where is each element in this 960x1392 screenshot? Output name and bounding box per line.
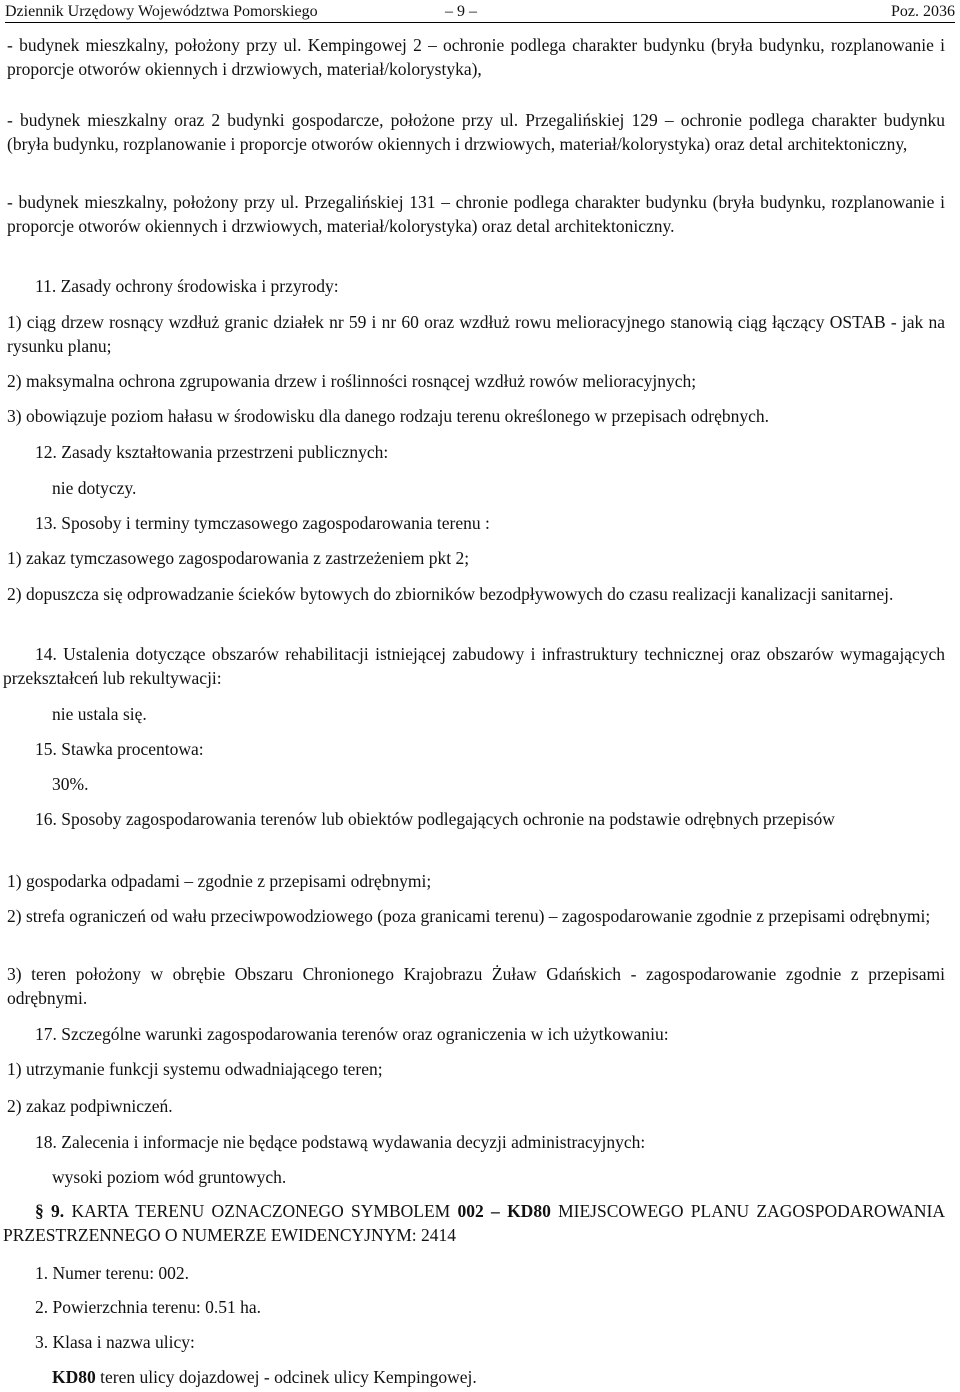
paragraph-9-label: § 9. xyxy=(35,1201,65,1221)
header-page-number: – 9 – xyxy=(445,3,477,20)
card-item-2: 2. Powierzchnia terenu: 0.51 ha. xyxy=(35,1297,261,1317)
section-16-heading: 16. Sposoby zagospodarowania terenów lub obiektów podlegających ochronie na podstawie odrębnych przepisów xyxy=(35,809,835,829)
section-12-value: nie dotyczy. xyxy=(52,478,137,498)
section-18-heading: 18. Zalecenia i informacje nie będące podstawą wydawania decyzji administracyjnych: xyxy=(35,1132,646,1152)
header-position: Poz. 2036 xyxy=(891,3,955,20)
item-building-kempingowa-2: - budynek mieszkalny, położony przy ul. Kempingowej 2 – ochronie podlega charakter budynku (bryła budynku, rozplanowanie i proporcje otworów okiennych i drzwiowych, materiał/kolorystyka), xyxy=(7,35,945,79)
section-13-point-2: 2) dopuszcza się odprowadzanie ścieków bytowych do zbiorników bezodpływowych do czasu realizacji kanalizacji sanitarnej. xyxy=(7,584,894,604)
section-14-value: nie ustala się. xyxy=(52,704,147,724)
street-class-description: teren ulicy dojazdowej - odcinek ulicy Kempingowej. xyxy=(95,1367,477,1387)
section-11-point-2: 2) maksymalna ochrona zgrupowania drzew i roślinności rosnącej wzdłuż rowów melioracyjnych; xyxy=(7,371,697,391)
street-class-symbol: KD80 xyxy=(52,1367,96,1387)
paragraph-9-dash: – xyxy=(491,1201,500,1221)
card-item-3-value xyxy=(52,1365,477,1389)
section-16-point-3: 3) teren położony w obrębie Obszaru Chronionego Krajobrazu Żuław Gdańskich - zagospodarowanie zgodnie z przepisami odrębnymi. xyxy=(7,964,945,1008)
section-18-value: wysoki poziom wód gruntowych. xyxy=(52,1167,287,1187)
paragraph-9-title xyxy=(3,1199,945,1247)
section-17-point-2: 2) zakaz podpiwniczeń. xyxy=(7,1096,173,1116)
section-13-point-1: 1) zakaz tymczasowego zagospodarowania z zastrzeżeniem pkt 2; xyxy=(7,548,470,568)
card-item-3: 3. Klasa i nazwa ulicy: xyxy=(35,1332,195,1352)
paragraph-9-symbol: KD80 xyxy=(507,1201,551,1221)
section-11-heading: 11. Zasady ochrony środowiska i przyrody: xyxy=(35,276,339,296)
section-12-heading: 12. Zasady kształtowania przestrzeni publicznych: xyxy=(35,442,389,462)
item-building-przegalinska-129: - budynek mieszkalny oraz 2 budynki gospodarcze, położone przy ul. Przegalińskiej 129 – ochronie podlega charakter budynku (bryła budynku, rozplanowanie i proporcje otworów okiennych i drzwiowych, materiał/kolorystyka) oraz detal architektoniczny, xyxy=(7,110,945,154)
section-15-value: 30%. xyxy=(52,774,89,794)
paragraph-9-title-part-2: MIEJSCOWEGO PLANU ZAGOSPODAROWANIA PRZESTRZENNEGO O NUMERZE EWIDENCYJNYM: 2414 xyxy=(3,1201,946,1245)
card-item-1: 1. Numer terenu: 002. xyxy=(35,1263,190,1283)
item-building-przegalinska-131: - budynek mieszkalny, położony przy ul. Przegalińskiej 131 – chronie podlega charakter budynku (bryła budynku, rozplanowanie i proporcje otworów okiennych i drzwiowych, materiał/kolorystyka) oraz detal architektoniczny. xyxy=(7,192,945,236)
section-15-heading: 15. Stawka procentowa: xyxy=(35,739,204,759)
section-11-point-1: 1) ciąg drzew rosnący wzdłuż granic działek nr 59 i nr 60 oraz wzdłuż rowu melioracyjnego stanowią ciąg łączący OSTAB - jak na rysunku planu; xyxy=(7,312,945,356)
section-11-point-3: 3) obowiązuje poziom hałasu w środowisku dla danego rodzaju terenu określonego w przepisach odrębnych. xyxy=(7,406,769,426)
header-divider xyxy=(5,22,955,23)
section-16-point-2: 2) strefa ograniczeń od wału przeciwpowodziowego (poza granicami terenu) – zagospodarowanie zgodnie z przepisami odrębnymi; xyxy=(7,906,931,926)
section-17-point-1: 1) utrzymanie funkcji systemu odwadniającego teren; xyxy=(7,1059,383,1079)
section-16-point-1: 1) gospodarka odpadami – zgodnie z przepisami odrębnymi; xyxy=(7,871,432,891)
section-13-heading: 13. Sposoby i terminy tymczasowego zagospodarowania terenu : xyxy=(35,513,490,533)
paragraph-9-title-part-1: KARTA TERENU OZNACZONEGO SYMBOLEM xyxy=(71,1201,451,1221)
paragraph-9-code: 002 xyxy=(457,1201,484,1221)
section-17-heading: 17. Szczególne warunki zagospodarowania terenów oraz ograniczenia w ich użytkowaniu: xyxy=(35,1024,669,1044)
section-14-heading: 14. Ustalenia dotyczące obszarów rehabilitacji istniejącej zabudowy i infrastruktury technicznej oraz obszarów wymagających przekształceń lub rekultywacji: xyxy=(3,644,945,688)
header-journal-title: Dziennik Urzędowy Województwa Pomorskiego xyxy=(5,3,318,20)
